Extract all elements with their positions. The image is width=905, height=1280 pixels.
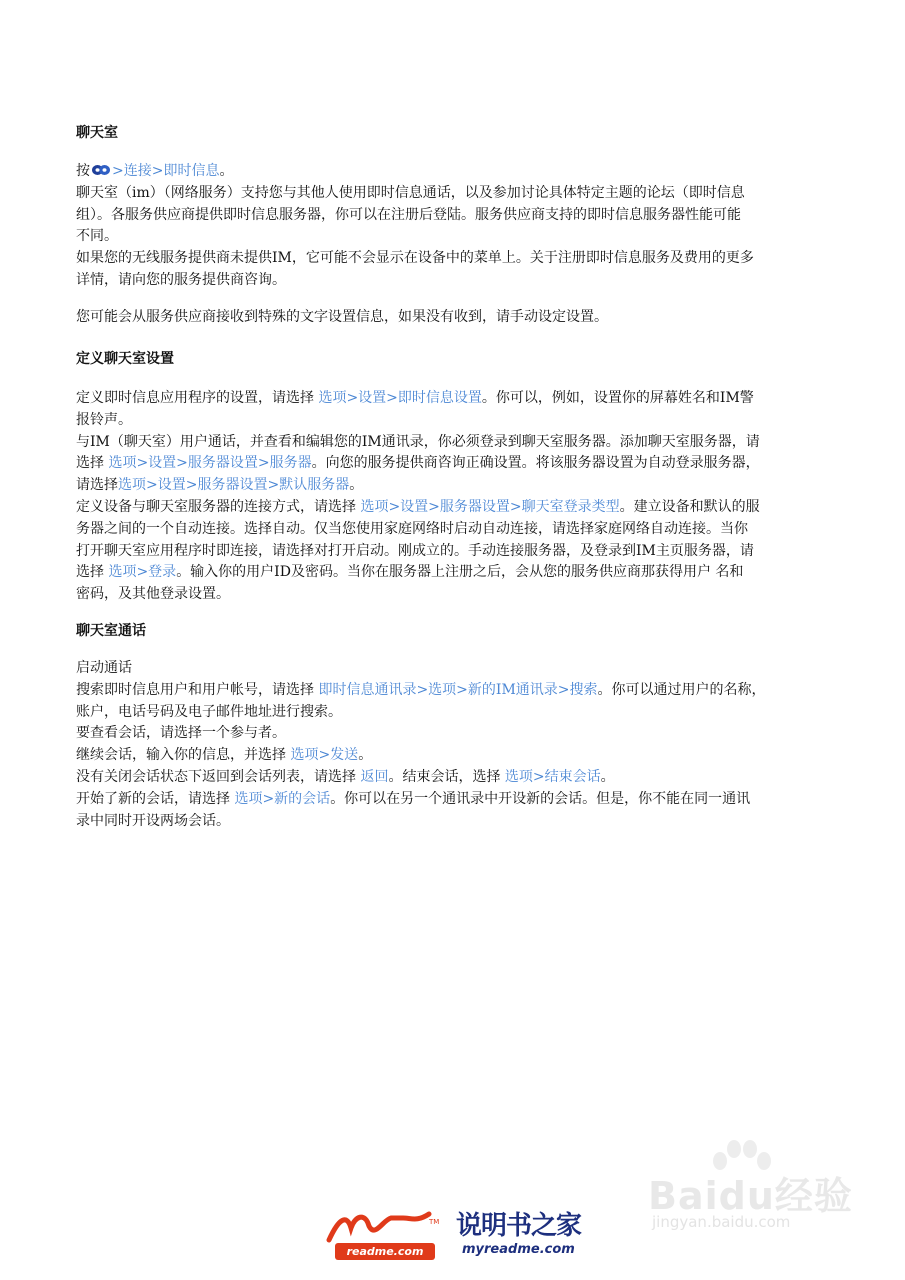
login-link[interactable]: 选项>登录 xyxy=(108,564,177,581)
paragraph-line: 详情，请向您的服务提供商咨询。 xyxy=(76,271,286,288)
section-settings-body xyxy=(76,388,846,606)
paragraph-line: 与IM（聊天室）用户通话，并查看和编辑您的IM通讯录，你必须登录到聊天室服务器。添加聊天室服务器，请 xyxy=(76,433,760,450)
watermark-url: jingyan.baidu.com xyxy=(652,1213,791,1231)
paragraph-line: 账户，电话号码及电子邮件地址进行搜索。 xyxy=(76,703,342,720)
search-contacts-link[interactable]: 即时信息通讯录>选项>新的IM通讯录>搜索 xyxy=(318,681,598,698)
section-title-conversation: 聊天室通话 xyxy=(76,623,146,639)
myreadme-logo-url: myreadme.com xyxy=(462,1242,575,1257)
paragraph-line: 要查看会话，请选择一个参与者。 xyxy=(76,725,286,742)
paragraph-line: 打开聊天室应用程序时即连接，请选择对打开启动。刚成立的。手动连接服务器，及登录到IM主页服务器，请 xyxy=(76,542,754,559)
paragraph-line: 没有关闭会话状态下返回到会话列表，请选择 返回。结束会话，选择 选项>结束会话。 xyxy=(76,768,615,785)
footer xyxy=(0,1205,905,1280)
section-chatroom-note xyxy=(76,307,846,329)
paragraph-line: 您可能会从服务供应商接收到特殊的文字设置信息，如果没有收到，请手动设定设置。 xyxy=(76,309,608,325)
login-type-link[interactable]: 选项>设置>服务器设置>聊天室登录类型 xyxy=(360,498,620,515)
menu-path-line xyxy=(76,161,846,183)
paragraph-line: 选择 选项>登录。输入你的用户ID及密码。当你在服务器上注册之后，会从您的服务供应商那获得用户 名和 xyxy=(76,564,744,581)
paragraph-line: 选择 选项>设置>服务器设置>服务器。向您的服务提供商咨询正确设置。将该服务器设置为自动登录服务器， xyxy=(76,455,760,472)
paragraph-line: 请选择选项>设置>服务器设置>默认服务器。 xyxy=(76,477,364,494)
paragraph-line: 组）。各服务供应商提供即时信息服务器，你可以在注册后登陆。服务供应商支持的即时信息服务器性能可能 xyxy=(76,206,741,223)
section-title-chatroom: 聊天室 xyxy=(76,125,118,141)
paragraph-line: 如果您的无线服务提供商未提供IM，它可能不会显示在设备中的菜单上。关于注册即时信息服务及费用的更多 xyxy=(76,250,754,267)
server-settings-link[interactable]: 选项>设置>服务器设置>服务器 xyxy=(108,455,312,472)
my-logo-tag: readme.com xyxy=(335,1243,435,1260)
paragraph-line: 不同。 xyxy=(76,228,118,245)
paragraph-line: 密码，及其他登录设置。 xyxy=(76,586,230,603)
new-conversation-link[interactable]: 选项>新的会话 xyxy=(234,790,331,807)
default-server-link[interactable]: 选项>设置>服务器设置>默认服务器 xyxy=(118,477,350,494)
im-settings-link[interactable]: 选项>设置>即时信息设置 xyxy=(318,390,482,406)
menu-path-link[interactable]: >连接>即时信息 xyxy=(112,163,220,179)
back-link[interactable]: 返回 xyxy=(360,768,389,785)
paragraph-line: 继续会话，输入你的信息，并选择 选项>发送。 xyxy=(76,747,373,764)
paragraph-line: 启动通话 xyxy=(76,660,132,676)
paragraph-line: 务器之间的一个自动连接。选择自动。仅当您使用家庭网络时启动自动连接，请选择家庭网络自动连接。当你 xyxy=(76,520,748,537)
menu-path-suffix: 。 xyxy=(219,163,234,179)
menu-key-icon xyxy=(91,163,111,177)
paragraph-line: 定义设备与聊天室服务器的连接方式，请选择 选项>设置>服务器设置>聊天室登录类型。建立设备和默认的服 xyxy=(76,498,760,515)
my-readme-logo xyxy=(325,1210,440,1266)
section-title-settings: 定义聊天室设置 xyxy=(76,351,174,367)
paragraph-line: 定义即时信息应用程序的设置，请选择 选项>设置>即时信息设置。你可以，例如，设置你的屏幕姓名和IM警 xyxy=(76,390,754,406)
section-conversation-body xyxy=(76,658,846,832)
menu-path-prefix: 按 xyxy=(76,163,90,179)
send-link[interactable]: 选项>发送 xyxy=(290,747,359,764)
myreadme-logo-title: 说明书之家 xyxy=(456,1211,582,1241)
watermark-brand: Baidu经验 xyxy=(648,1174,853,1218)
paragraph-line: 录中同时开设两场会话。 xyxy=(76,812,230,829)
my-script-icon xyxy=(325,1210,440,1244)
paragraph-line: 搜索即时信息用户和用户帐号，请选择 即时信息通讯录>选项>新的IM通讯录>搜索。你可以通过用户的名称， xyxy=(76,681,766,698)
paragraph-line: 聊天室（im）（网络服务）支持您与其他人使用即时信息通话，以及参加讨论具体特定主题的论坛（即时信息 xyxy=(76,184,745,201)
myreadme-logo xyxy=(456,1211,606,1267)
paragraph-line: 报铃声。 xyxy=(76,411,132,428)
my-logo-tm: TM xyxy=(429,1218,440,1226)
end-conversation-link[interactable]: 选项>结束会话 xyxy=(504,768,601,785)
section-chatroom-body xyxy=(76,161,846,292)
paragraph-line: 开始了新的会话，请选择 选项>新的会话。你可以在另一个通讯录中开设新的会话。但是，你不能在同一通讯 xyxy=(76,790,751,807)
